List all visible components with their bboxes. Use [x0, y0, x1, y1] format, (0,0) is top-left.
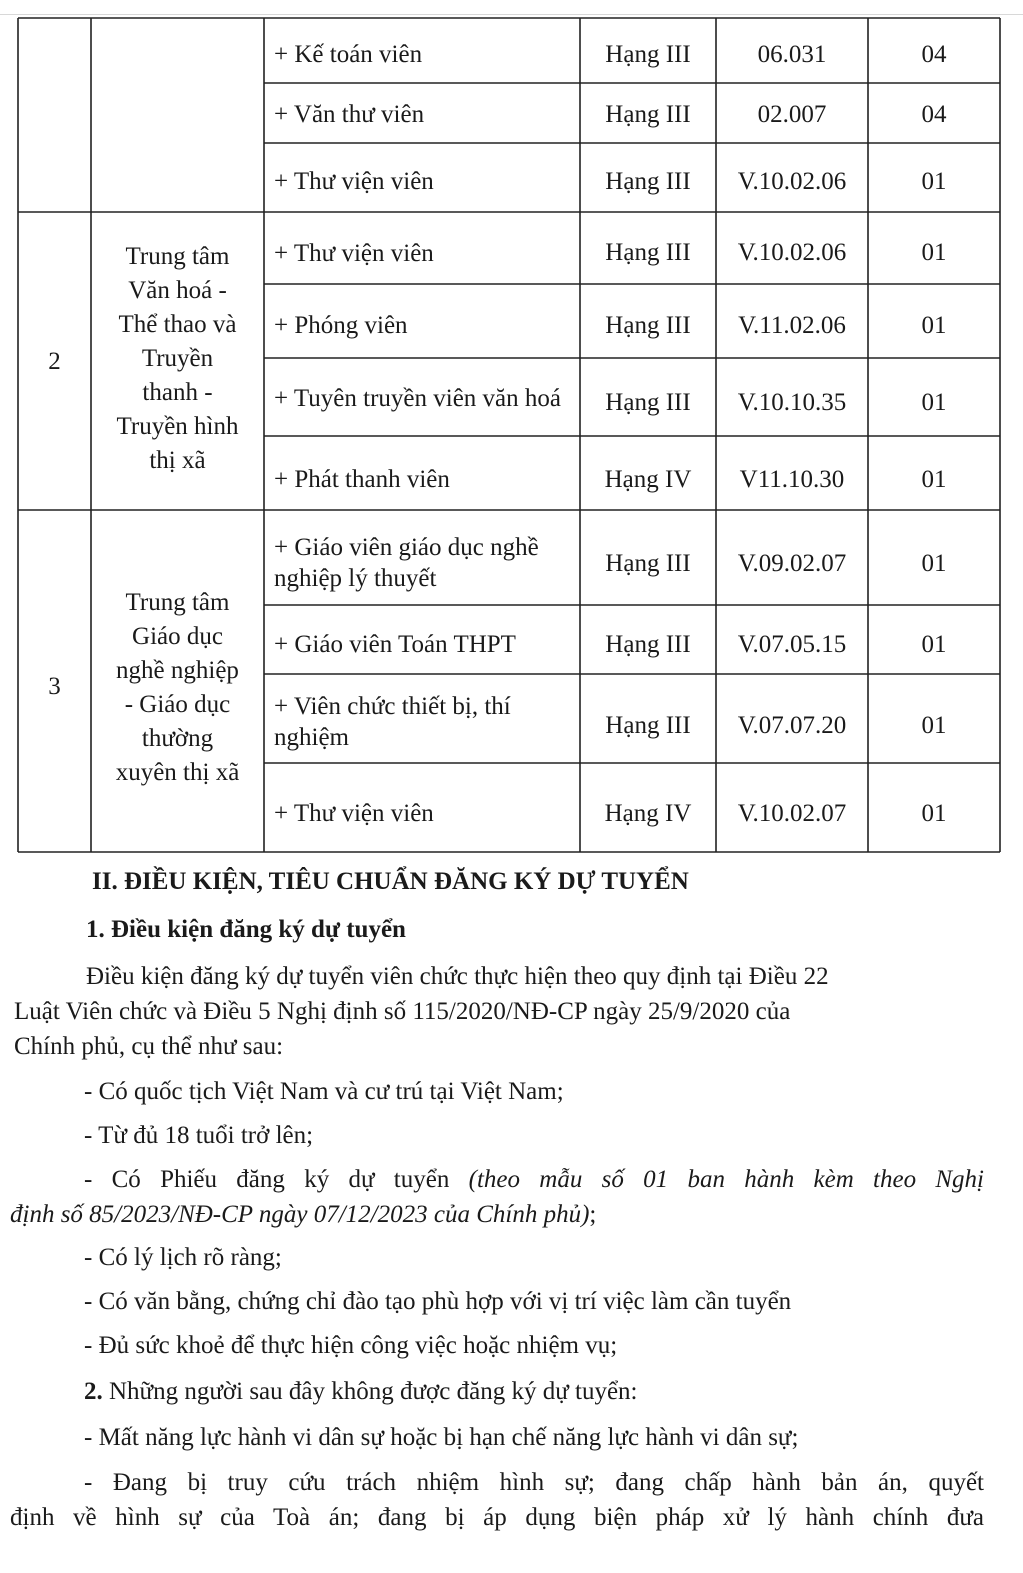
rank-cell: Hạng III	[605, 388, 691, 416]
position-cell: + Kế toán viên	[274, 40, 423, 68]
list-item-punct: ;	[589, 1201, 597, 1228]
list-item	[84, 1165, 984, 1195]
unit-name-cell: Trung tâm Giáo dục nghề nghiệp - Giáo dục thường xuyên thị xã	[115, 589, 240, 786]
code-cell: 02.007	[757, 100, 827, 128]
form-reference-italic: định số 85/2023/NĐ-CP ngày 07/12/2023 của Chính phủ)	[10, 1201, 590, 1228]
position-cell: + Giáo viên Toán THPT	[274, 630, 516, 658]
list-item: - Từ đủ 18 tuổi trở lên;	[84, 1122, 314, 1149]
quantity-cell: 04	[921, 40, 947, 68]
code-cell: V.10.02.07	[737, 799, 847, 827]
code-cell: V.07.07.20	[737, 711, 847, 739]
code-cell: V.10.10.35	[737, 388, 847, 416]
quantity-cell: 01	[921, 238, 947, 266]
list-item: - Có lý lịch rõ ràng;	[84, 1244, 282, 1271]
rank-cell: Hạng III	[605, 549, 691, 577]
rank-cell: Hạng III	[605, 238, 691, 266]
code-cell: V.10.02.06	[737, 238, 847, 266]
stt-cell: 2	[48, 347, 61, 375]
position-cell: + Tuyên truyền viên văn hoá	[274, 384, 561, 412]
subsection-2-number: 2.	[84, 1378, 103, 1405]
quantity-cell: 01	[921, 388, 947, 416]
quantity-cell: 01	[921, 311, 947, 339]
code-cell: V.10.02.06	[737, 167, 847, 195]
paragraph-line: Luật Viên chức và Điều 5 Nghị định số 115/2020/NĐ-CP ngày 25/9/2020 của	[14, 998, 791, 1025]
rank-cell: Hạng III	[605, 167, 691, 195]
code-cell: V11.10.30	[739, 465, 845, 493]
list-item: - Đang bị truy cứu trách nhiệm hình sự; đang chấp hành bản án, quyết	[84, 1469, 984, 1496]
quantity-cell: 01	[921, 167, 947, 195]
position-cell: + Văn thư viên	[274, 100, 425, 128]
rank-cell: Hạng IV	[604, 465, 692, 493]
list-item: - Đủ sức khoẻ để thực hiện công việc hoặc nhiệm vụ;	[84, 1332, 618, 1359]
position-cell: + Thư viện viên	[274, 799, 434, 827]
list-item-continuation	[10, 1200, 596, 1230]
position-cell: + Viên chức thiết bị, thí nghiệm	[274, 693, 511, 751]
position-cell: + Thư viện viên	[274, 167, 434, 195]
list-item-text: - Có Phiếu đăng ký dự tuyển	[84, 1166, 450, 1193]
rank-cell: Hạng III	[605, 100, 691, 128]
list-item: - Có quốc tịch Việt Nam và cư trú tại Việt Nam;	[84, 1078, 564, 1105]
list-item: - Có văn bằng, chứng chỉ đào tạo phù hợp với vị trí việc làm cần tuyển	[84, 1288, 792, 1315]
list-item-continuation: định về hình sự của Toà án; đang bị áp dụng biện pháp xử lý hành chính đưa	[10, 1504, 984, 1531]
rank-cell: Hạng III	[605, 630, 691, 658]
quantity-cell: 01	[921, 549, 947, 577]
rank-cell: Hạng III	[605, 711, 691, 739]
section-heading: II. ĐIỀU KIỆN, TIÊU CHUẨN ĐĂNG KÝ DỰ TUYỂN	[92, 868, 689, 895]
position-cell: + Phóng viên	[274, 311, 408, 339]
quantity-cell: 04	[921, 100, 947, 128]
quantity-cell: 01	[921, 630, 947, 658]
position-cell: + Thư viện viên	[274, 240, 434, 267]
code-cell: V.11.02.06	[738, 311, 846, 339]
unit-name-cell: Trung tâm Văn hoá - Thể thao và Truyền thanh - Truyền hình thị xã	[116, 243, 239, 474]
code-cell: V.07.05.15	[737, 630, 847, 658]
stt-cell: 3	[48, 672, 61, 700]
paragraph-line: Chính phủ, cụ thể như sau:	[14, 1033, 284, 1060]
rank-cell: Hạng III	[605, 311, 691, 339]
position-cell: + Phát thanh viên	[274, 465, 450, 493]
quantity-cell: 01	[921, 711, 947, 739]
subsection-2-text: Những người sau đây không được đăng ký dự tuyển:	[109, 1378, 638, 1405]
form-reference-italic: (theo mẫu số 01 ban hành kèm theo Nghị	[468, 1166, 985, 1193]
quantity-cell: 01	[921, 799, 947, 827]
code-cell: V.09.02.07	[737, 549, 847, 577]
rank-cell: Hạng IV	[604, 799, 692, 827]
list-item: - Mất năng lực hành vi dân sự hoặc bị hạn chế năng lực hành vi dân sự;	[84, 1424, 799, 1451]
position-cell: + Giáo viên giáo dục nghề nghiệp lý thuyết	[274, 534, 539, 592]
code-cell: 06.031	[757, 40, 827, 68]
quantity-cell: 01	[921, 465, 947, 493]
subsection-2-heading	[84, 1377, 638, 1407]
rank-cell: Hạng III	[605, 40, 691, 68]
subsection-1-heading: 1. Điều kiện đăng ký dự tuyển	[86, 916, 406, 943]
paragraph-line: Điều kiện đăng ký dự tuyển viên chức thực hiện theo quy định tại Điều 22	[86, 963, 829, 990]
